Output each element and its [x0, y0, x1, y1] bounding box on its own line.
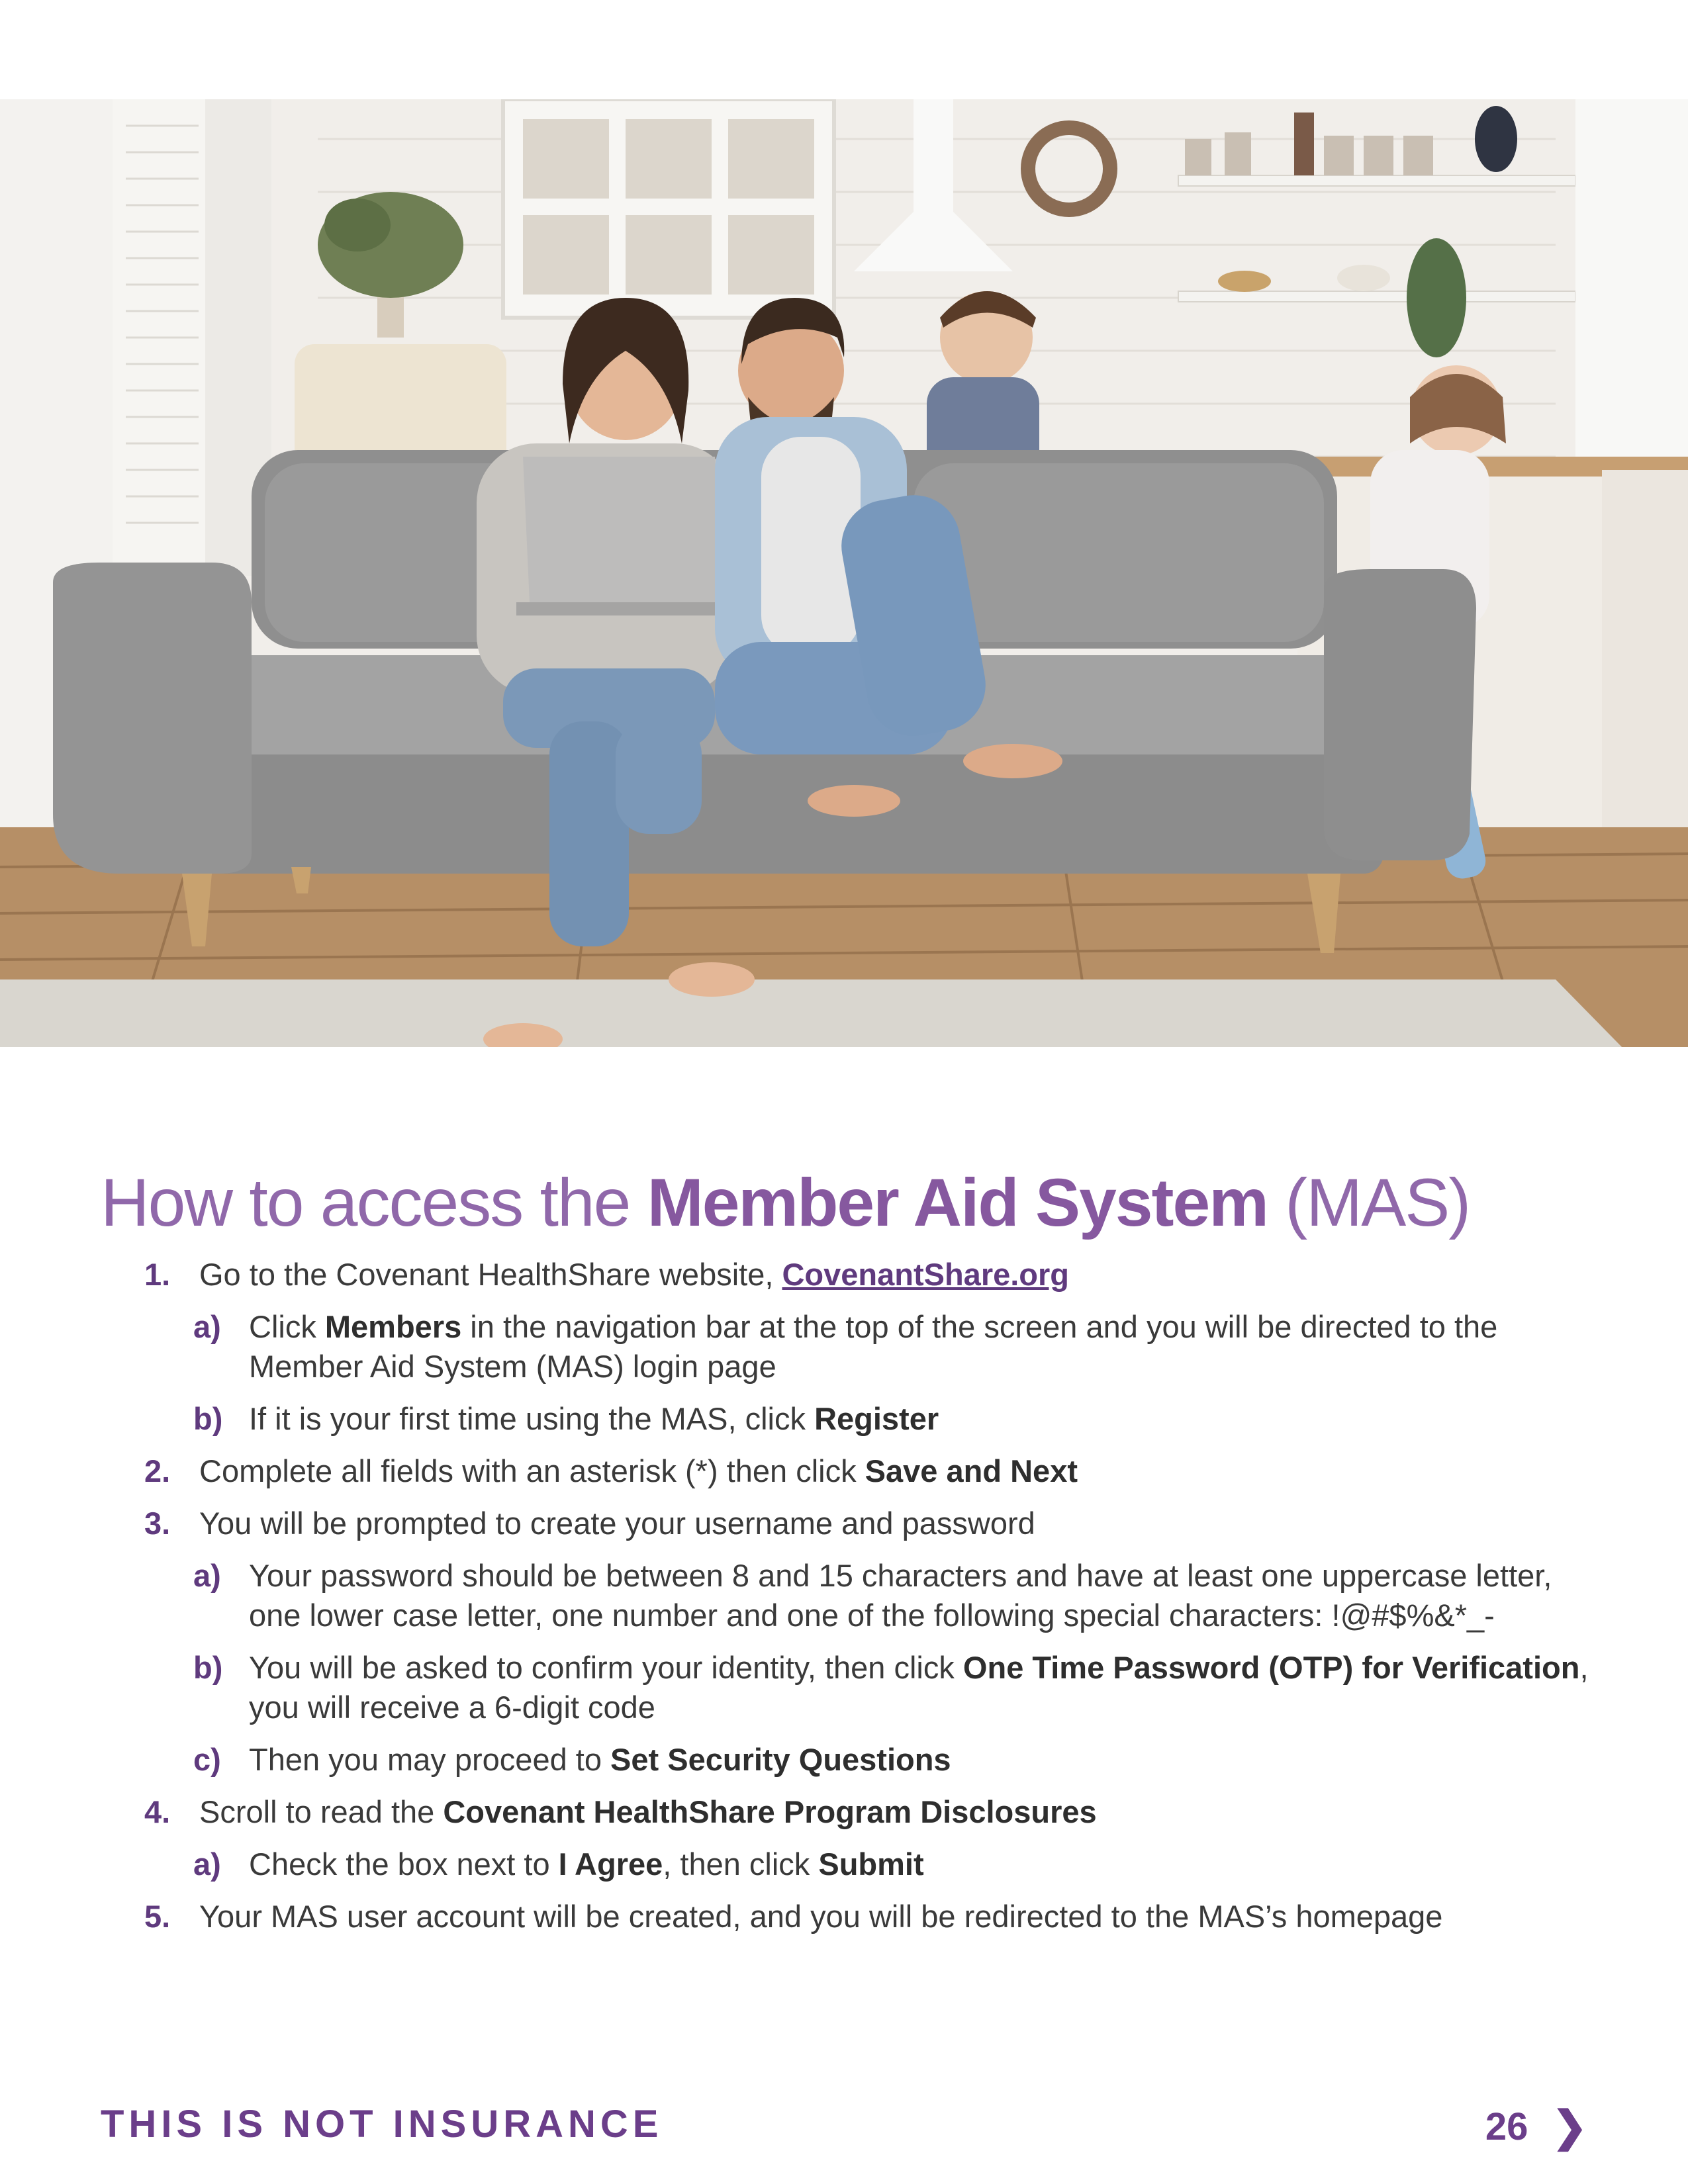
- substep-text: [249, 1650, 1589, 1725]
- title-emphasis: Member Aid System: [647, 1165, 1268, 1240]
- step-4-text: Scroll to read the: [199, 1794, 444, 1829]
- substep-letter: a): [193, 1558, 221, 1593]
- security-questions-term: Set Security Questions: [610, 1742, 951, 1777]
- substep-text: [249, 1309, 1497, 1384]
- title-suffix: (MAS): [1267, 1165, 1470, 1240]
- page-title: [101, 1160, 1470, 1246]
- step-number: 5.: [144, 1899, 171, 1934]
- step-number: 4.: [144, 1794, 171, 1829]
- submit-term: Submit: [818, 1846, 924, 1882]
- step-1-text: Go to the Covenant HealthShare website,: [199, 1257, 782, 1292]
- step-1b-text: If it is your first time using the MAS, click: [249, 1401, 815, 1436]
- substep-text: [249, 1742, 951, 1777]
- step-3: [0, 1504, 1688, 1543]
- step-2-text: Complete all fields with an asterisk (*) then click: [199, 1453, 865, 1488]
- page-number: 26: [1485, 2105, 1528, 2148]
- step-4a: [0, 1844, 1688, 1884]
- program-disclosures-term: Covenant HealthShare Program Disclosures: [443, 1794, 1097, 1829]
- members-term: Members: [324, 1309, 462, 1344]
- page-navigation: [1485, 2102, 1587, 2152]
- step-3b-text-1: You will be asked to confirm your identity, then click: [249, 1650, 963, 1685]
- step-text: You will be prompted to create your username and password: [199, 1506, 1035, 1541]
- substep-text: Your password should be between 8 and 15 characters and have at least one uppercase letter, one lower case letter, one number and one of the following special characters: !@#$%&*_-: [249, 1558, 1552, 1633]
- step-3c: [0, 1740, 1688, 1780]
- instruction-list: [0, 1255, 1688, 1936]
- step-number: 1.: [144, 1257, 171, 1292]
- substep-letter: c): [193, 1742, 221, 1777]
- substep-letter: a): [193, 1846, 221, 1882]
- step-1a-text-2: in the navigation bar at the top of the screen and you will be directed to the Member Aid System (MAS) login page: [249, 1309, 1498, 1384]
- substep-text: [249, 1401, 939, 1436]
- step-4: [0, 1792, 1688, 1832]
- step-5: [0, 1897, 1688, 1936]
- step-text: [199, 1257, 1069, 1292]
- step-number: 3.: [144, 1506, 171, 1541]
- step-number: 2.: [144, 1453, 171, 1488]
- step-3a: [0, 1556, 1688, 1635]
- register-term: Register: [814, 1401, 939, 1436]
- covenantshare-link[interactable]: CovenantShare.org: [782, 1257, 1070, 1292]
- substep-text: [249, 1846, 924, 1882]
- step-3b-text-2: , you will receive a 6-digit code: [249, 1650, 1589, 1725]
- title-prefix: How to access the: [101, 1165, 647, 1240]
- step-1a: [0, 1307, 1688, 1387]
- step-3c-text: Then you may proceed to: [249, 1742, 611, 1777]
- step-4a-text-1: Check the box next to: [249, 1846, 559, 1882]
- step-3b: [0, 1648, 1688, 1727]
- hero-photo: [0, 99, 1688, 1047]
- otp-term: One Time Password (OTP) for Verification: [962, 1650, 1580, 1685]
- step-text: [199, 1453, 1078, 1488]
- step-2: [0, 1451, 1688, 1491]
- step-text: Your MAS user account will be created, and you will be redirected to the MAS’s homepage: [199, 1899, 1443, 1934]
- family-on-sofa-photo: [0, 99, 1688, 1047]
- step-text: [199, 1794, 1097, 1829]
- step-1: [0, 1255, 1688, 1295]
- substep-letter: b): [193, 1650, 223, 1685]
- chevron-right-icon[interactable]: ❯: [1552, 2103, 1587, 2150]
- save-and-next-term: Save and Next: [865, 1453, 1078, 1488]
- step-4a-text-2: , then click: [663, 1846, 819, 1882]
- step-1a-text-1: Click: [249, 1309, 325, 1344]
- i-agree-term: I Agree: [558, 1846, 663, 1882]
- step-1b: [0, 1399, 1688, 1439]
- substep-letter: a): [193, 1309, 221, 1344]
- insurance-disclaimer: THIS IS NOT INSURANCE: [101, 2103, 663, 2146]
- substep-letter: b): [193, 1401, 223, 1436]
